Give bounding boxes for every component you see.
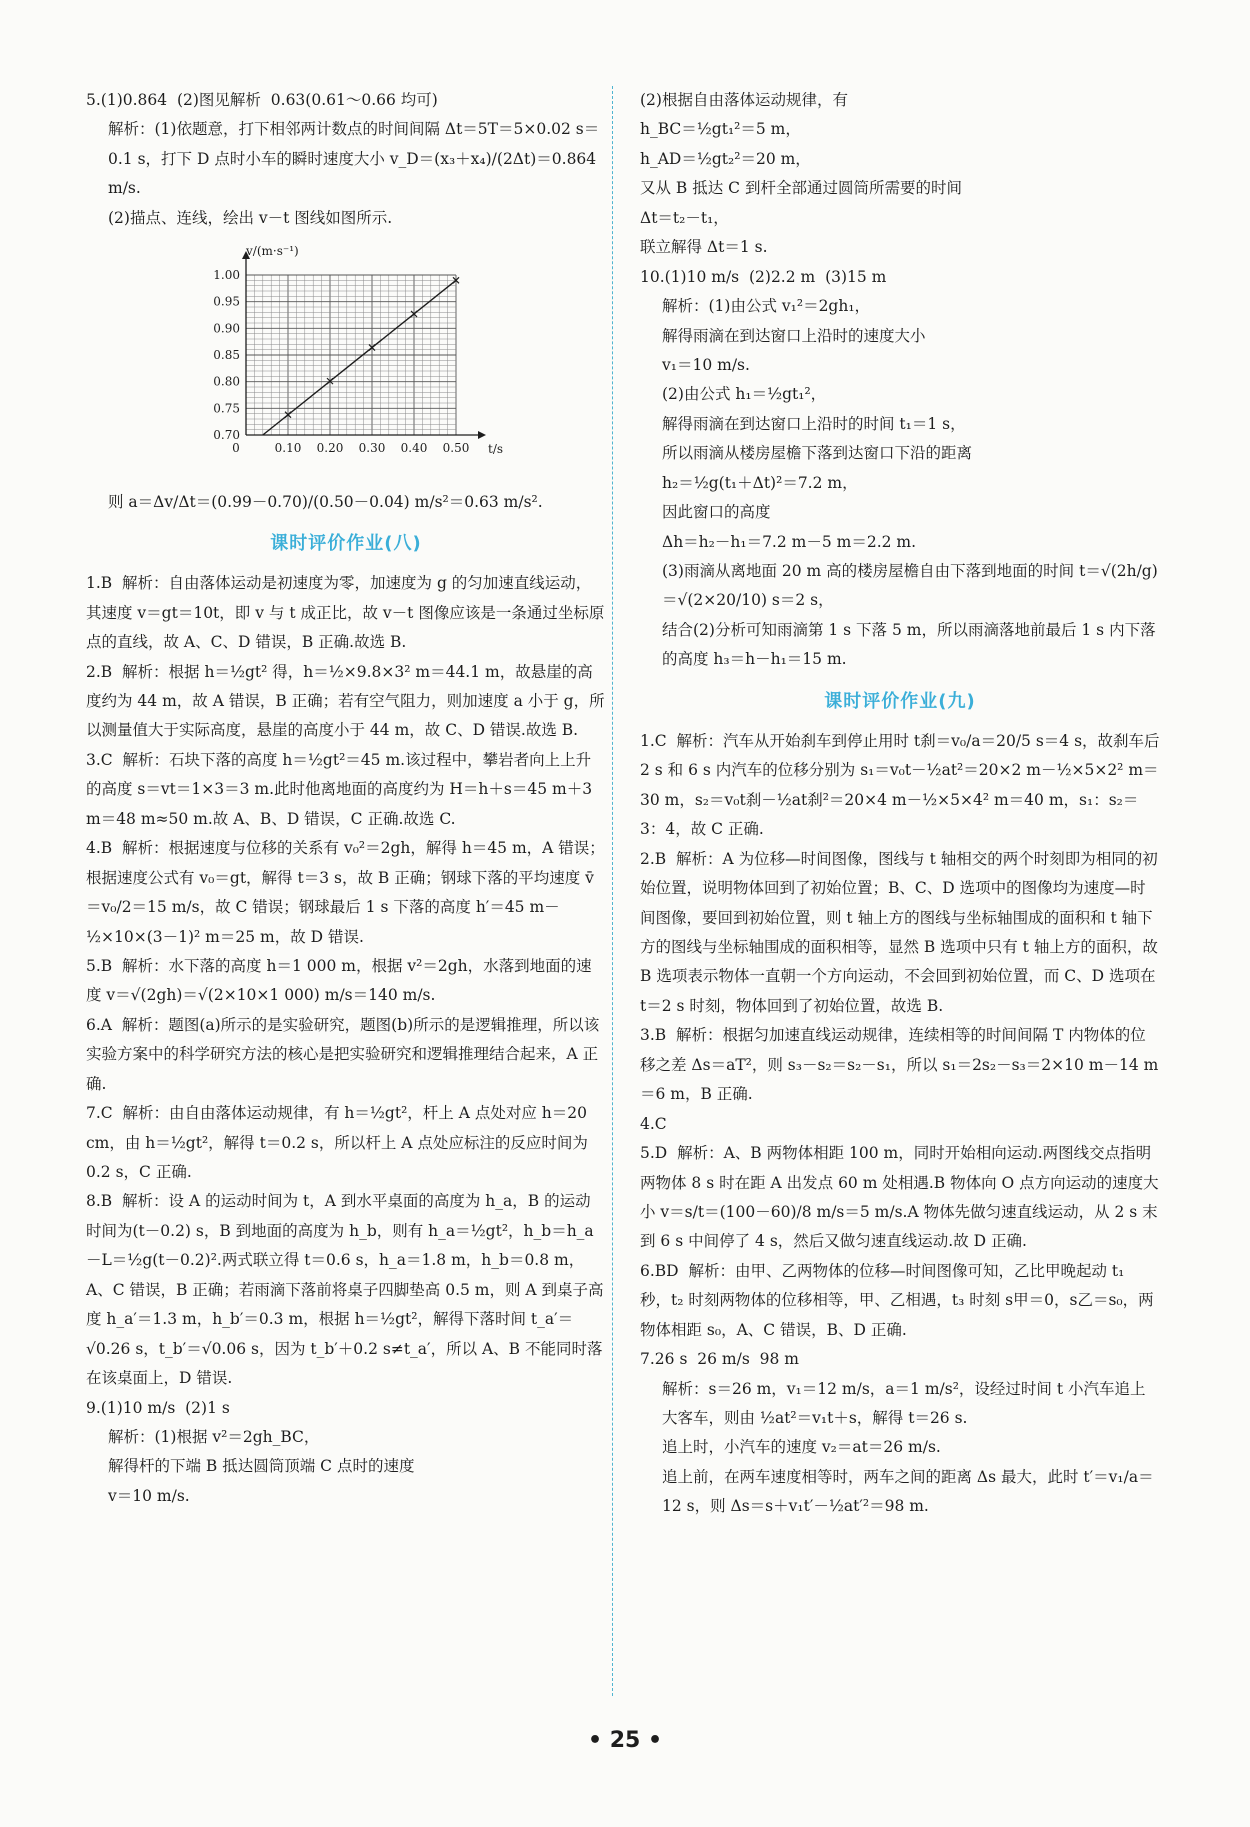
q8-9-continued: (2)根据自由落体运动规律，有 h_BC＝½gt₁²＝5 m， h_AD＝½gt₂²＝20 m， 又从 B 抵达 C 到杆全部通过圆筒所需要的时间 Δt＝t₂－t₁， 联立解得 Δt＝1 s. (640, 91, 962, 257)
q8-8: 8.B 解析：设 A 的运动时间为 t，A 到水平桌面的高度为 h_a，B 的运动时间为(t－0.2) s，B 到地面的高度为 h_b，则有 h_a＝½gt²，h_b＝h_a－L＝½g(t－0.2)².两式联立得 t＝0.6 s，h_a＝1.8 m，h_b＝0.8 m，A、C 错误，B 正确；若雨滴下落前将桌子四脚垫高 0.5 m，则 A 到桌子高度 h_a′＝1.3 m，h_b′＝0.3 m，根据 h＝½gt²，解得下落时间 t_a′＝√0.26 s，t_b′＝√0.06 s，因为 t_b′＋0.2 s≠t_a′，所以 A、B 不能同时落在该桌面上，D 错误. (86, 1192, 604, 1388)
q8-7: 7.C 解析：由自由落体运动规律，有 h＝½gt²，杆上 A 点处对应 h＝20 cm，由 h＝½gt²，解得 t＝0.2 s，所以杆上 A 点处应标注的反应时间为 0.2 s，C 正确. (86, 1104, 593, 1181)
y-tick-label: 0.70 (213, 428, 240, 443)
q9-6: 6.BD 解析：由甲、乙两物体的位移—时间图像可知，乙比甲晚起动 t₁ 秒，t₂ 时刻两物体的位移相等，甲、乙相遇，t₃ 时刻 s甲＝0，s乙＝s₀，两物体相距 s₀，A、C 错误，B、D 正确. (640, 1261, 1154, 1339)
q8-9-answer: 9.(1)10 m/s (2)1 s (86, 1398, 230, 1417)
right-column (640, 86, 1165, 1522)
q9-7-explanation: 解析：s＝26 m，v₁＝12 m/s，a＝1 m/s²，设经过时间 t 小汽车追上大客车，则由 ½at²＝v₁t＋s，解得 t＝26 s. 追上时，小汽车的速度 v₂＝at＝26 m/s. 追上前，在两车速度相等时，两车之间的距离 Δs 最大，此时 t′＝v₁/a＝12 s，则 Δs＝s＋v₁t′－½at′²＝98 m. (662, 1379, 1154, 1516)
section-title-8: 课时评价作业(八) (270, 533, 422, 555)
q9-1: 1.C 解析：汽车从开始刹车到停止用时 t刹＝v₀/a＝20/5 s＝4 s，故刹车后 2 s 和 6 s 内汽车的位移分别为 s₁＝v₀t－½at²＝20×2 m－½×5×2² m＝30 m，s₂＝v₀t刹－½at刹²＝20×4 m－½×5×4² m＝40 m，s₁：s₂＝3：4，故 C 正确. (640, 731, 1165, 839)
fit-line (263, 281, 456, 436)
q8-10-explanation: 解析：(1)由公式 v₁²＝2gh₁， 解得雨滴在到达窗口上沿时的速度大小 v₁＝10 m/s. (2)由公式 h₁＝½gt₁²， 解得雨滴在到达窗口上沿时的时间 t₁＝1 s， 所以雨滴从楼房屋檐下落到达窗口下沿的距离 h₂＝½g(t₁＋Δt)²＝7.2 m， 因此窗口的高度 Δh＝h₂－h₁＝7.2 m－5 m＝2.2 m. (3)雨滴从离地面 20 m 高的楼房屋檐自由下落到地面的时间 t＝√(2h/g)＝√(2×20/10) s＝2 s， 结合(2)分析可知雨滴第 1 s 下落 5 m，所以雨滴落地前最后 1 s 内下落的高度 h₃＝h－h₁＝15 m. (662, 297, 1158, 669)
q8-4: 4.B 解析：根据速度与位移的关系有 v₀²＝2gh，解得 h＝45 m，A 错误；根据速度公式有 v₀＝gt，解得 t＝3 s，故 B 正确；钢球下落的平均速度 v̄＝v₀/2＝15 m/s，故 C 错误；钢球最后 1 s 下落的高度 h′＝45 m－½×10×(3－1)² m＝25 m，故 D 错误. (86, 839, 605, 946)
q5-explanation-1: 解析：(1)依题意，打下相邻两计数点的时间间隔 Δt＝5T＝5×0.02 s＝0.1 s，打下 D 点时小车的瞬时速度大小 v_D＝(x₃＋x₄)/(2Δt)＝0.864 m/s. (108, 120, 602, 198)
y-tick-label: 0.90 (213, 321, 240, 336)
y-tick-labels (213, 268, 240, 442)
q8-5: 5.B 解析：水下落的高度 h＝1 000 m，根据 v²＝2gh，水落到地面的速度 v＝√(2gh)＝√(2×10×1 000) m/s＝140 m/s. (86, 956, 592, 1005)
vt-chart-svg (96, 235, 526, 475)
q9-4: 4.C (640, 1114, 667, 1133)
q8-2: 2.B 解析：根据 h＝½gt² 得，h＝½×9.8×3² m＝44.1 m，故悬崖的高度约为 44 m，故 A 错误，B 正确；若有空气阻力，则加速度 a 小于 g，所以测量值大于实际高度，悬崖的高度小于 44 m，故 C、D 错误.故选 B. (86, 662, 605, 740)
x-tick-label: 0.20 (316, 441, 344, 456)
y-tick-label: 0.80 (213, 374, 240, 389)
q5-answer: 5.(1)0.864 (2)图见解析 0.63(0.61～0.66 均可) (86, 91, 438, 109)
y-tick-label: 1.00 (213, 268, 240, 283)
x-tick-label: 0.50 (442, 441, 470, 456)
q8-6: 6.A 解析：题图(a)所示的是实验研究，题图(b)所示的是逻辑推理，所以该实验方案中的科学研究方法的核心是把实验研究和逻辑推理结合起来，A 正确. (86, 1015, 600, 1093)
section-title-9: 课时评价作业(九) (824, 690, 976, 712)
x-axis-label: t/s (488, 442, 504, 457)
x-tick-labels (232, 441, 469, 455)
x-tick-label: 0.30 (358, 441, 386, 456)
chart-axes (242, 251, 486, 439)
q8-1: 1.B 解析：自由落体运动是初速度为零，加速度为 g 的匀加速直线运动，其速度 v＝gt＝10t，即 v 与 t 成正比，故 v－t 图像应该是一条通过坐标原点的直线，故 A、C、D 错误，B 正确.故选 B. (86, 574, 605, 652)
q9-2: 2.B 解析：A 为位移—时间图像，图线与 t 轴相交的两个时刻即为相同的初始位置，说明物体回到了初始位置；B、C、D 选项中的图像均为速度—时间图像，要回到初始位置，则 t 轴上方的图线与坐标轴围成的面积和 t 轴下方的图线与坐标轴围成的面积相等，显然 B 选项中只有 t 轴上方的面积，故 B 选项表示物体一直朝一个方向运动，不会回到初始位置，而 C、D 选项在 t＝2 s 时刻，物体回到了初始位置，故选 B. (640, 849, 1163, 1015)
y-tick-label: 0.95 (213, 294, 240, 309)
y-tick-label: 0.85 (213, 348, 240, 363)
q8-3: 3.C 解析：石块下落的高度 h＝½gt²＝45 m.该过程中，攀岩者向上上升的高度 s＝vt＝1×3＝3 m.此时他离地面的高度约为 H＝h＋s＝45 m＋3 m＝48 m≈50 m.故 A、B、D 错误，C 正确.故选 C. (86, 750, 598, 828)
vt-chart (96, 235, 606, 485)
x-tick-label: 0.10 (274, 441, 302, 456)
q9-5: 5.D 解析：A、B 两物体相距 100 m，同时开始相向运动.两图线交点指明两物体 8 s 时在距 A 出发点 60 m 处相遇.B 物体向 O 点方向运动的速度大小 v＝s/t＝(100－60)/8 m/s＝5 m/s.A 物体先做匀速直线运动，从 2 s 末到 6 s 中间停了 4 s，然后又做匀速直线运动.故 D 正确. (640, 1144, 1159, 1251)
chart-grid (246, 275, 456, 435)
q8-9-explanation: 解析：(1)根据 v²＝2gh_BC， 解得杆的下端 B 抵达圆筒顶端 C 点时的速度 v＝10 m/s. (108, 1427, 415, 1505)
y-tick-label: 0.75 (213, 401, 240, 416)
y-axis-label: v/(m·s⁻¹) (246, 244, 299, 259)
q9-7-answer: 7.26 s 26 m/s 98 m (640, 1350, 799, 1369)
x-axis-arrow (478, 431, 486, 439)
q5-explanation-3: 则 a＝Δv/Δt＝(0.99－0.70)/(0.50－0.04) m/s²＝0.63 m/s². (108, 492, 543, 511)
q9-3: 3.B 解析：根据匀加速直线运动规律，连续相等的时间间隔 T 内物体的位移之差 Δs＝aT²，则 s₃－s₂＝s₂－s₁，所以 s₁＝2s₂－s₃＝2×10 m－14 m＝6 m，B 正确. (640, 1026, 1159, 1104)
q8-10-answer: 10.(1)10 m/s (2)2.2 m (3)15 m (640, 267, 887, 286)
fit-line-group (263, 281, 456, 436)
column-divider (612, 86, 613, 1696)
x-tick-label: 0.40 (400, 441, 428, 456)
x-tick-label: 0 (232, 441, 240, 456)
left-column (86, 86, 606, 1511)
page-number: • 25 • (587, 1728, 663, 1753)
q5-explanation-2: (2)描点、连线，绘出 v－t 图线如图所示. (108, 208, 393, 227)
